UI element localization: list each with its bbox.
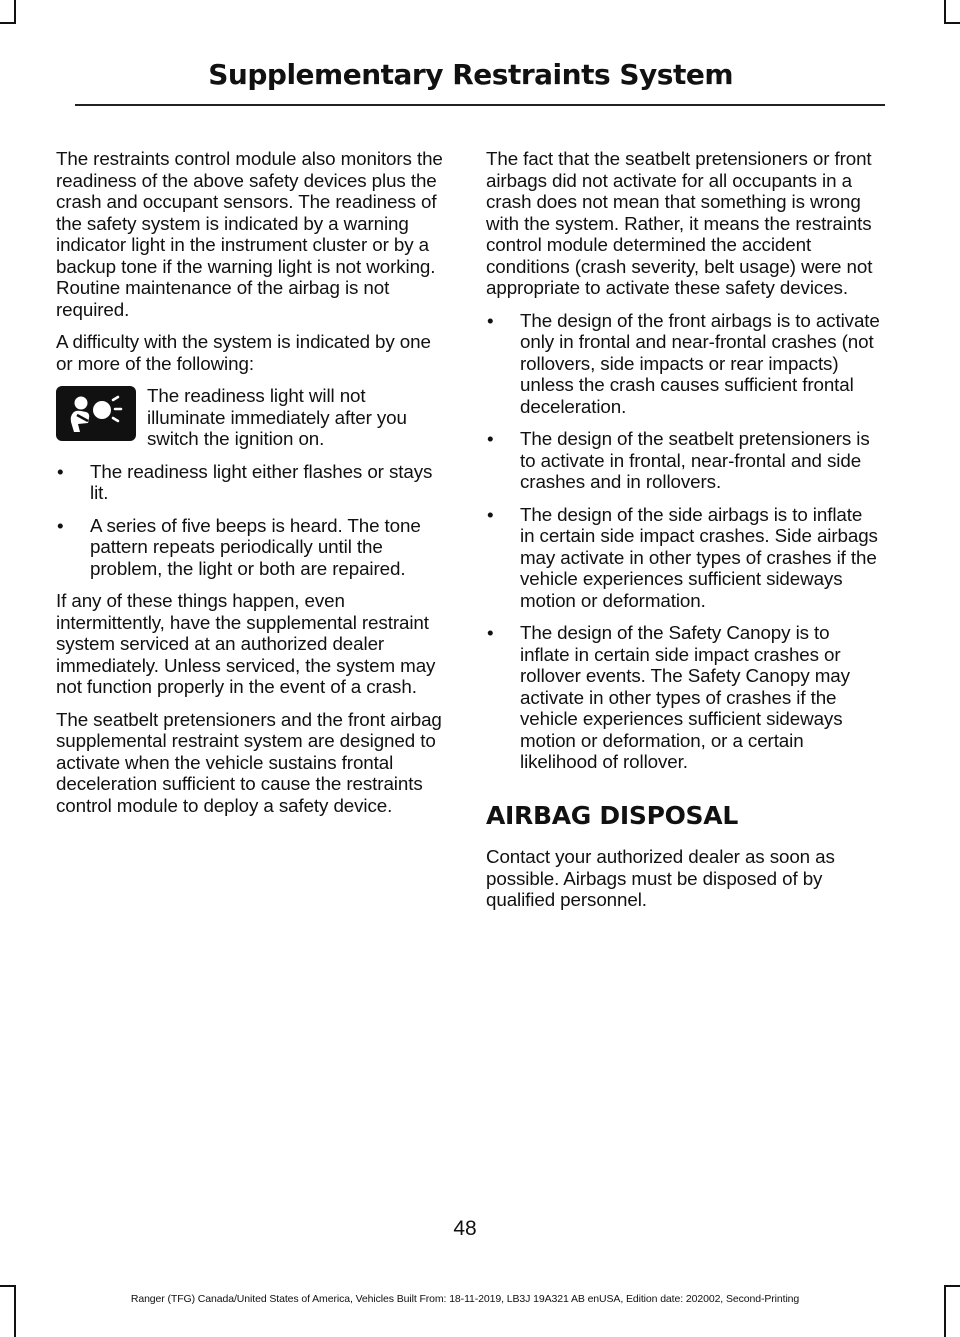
crop-mark — [14, 0, 16, 24]
warning-light-text: The readiness light will not illuminate immediately after you switch the ignition on. — [147, 385, 407, 449]
list-item: • The design of the side airbags is to inflate in certain side impact crashes. Side airbags may activate in other types of crashes if the vehicle experiences sufficient sideways motion or deformation. — [486, 504, 881, 612]
airbag-warning-icon — [56, 386, 136, 441]
paragraph: If any of these things happen, even intermittently, have the supplemental restraint system serviced at an authorized dealer immediately. Unless serviced, the system may not function properly in the event of a crash. — [56, 590, 436, 697]
right-column — [486, 148, 881, 922]
paragraph: The fact that the seatbelt pretensioners or front airbags did not activate for all occupants in a crash does not mean that something is wrong with the system. Rather, it means the restraints control module determined the accident conditions (crash severity, belt usage) were not appropriate to activate these safety devices. — [486, 148, 873, 298]
crop-mark — [944, 0, 946, 24]
footer-text: Ranger (TFG) Canada/United States of America, Vehicles Built From: 18-11-2019, LB3J 19A321 AB enUSA, Edition date: 202002, Second-Printing — [130, 1293, 800, 1305]
page-title: Supplementary Restraints System — [208, 58, 733, 91]
crop-mark — [944, 1285, 960, 1287]
list-item: • The design of the Safety Canopy is to inflate in certain side impact crashes or rollover events. The Safety Canopy may activate in other types of crashes if the vehicle experiences sufficient sideways motion or deformation, or a certain likelihood of rollover. — [486, 622, 881, 773]
crop-mark — [944, 22, 960, 24]
left-column — [56, 148, 448, 827]
paragraph: Contact your authorized dealer as soon as possible. Airbags must be disposed of by qualified personnel. — [486, 846, 835, 910]
paragraph: The restraints control module also monitors the readiness of the above safety devices plus the crash and occupant sensors. The readiness of the safety system is indicated by a warning indicator light in the instrument cluster or by a backup tone if the warning light is not working. Routine maintenance of the airbag is not required. — [56, 148, 443, 320]
list-item: • The readiness light either flashes or stays lit. — [56, 461, 448, 504]
bullet-list — [486, 310, 881, 773]
list-item: • The design of the seatbelt pretensioners is to activate in frontal, near-frontal and side crashes and in rollovers. — [486, 428, 881, 493]
crop-mark — [0, 22, 16, 24]
warning-light-note — [56, 385, 448, 450]
crop-mark — [944, 1285, 946, 1337]
section-heading: AIRBAG DISPOSAL — [486, 800, 738, 830]
crop-mark — [0, 1285, 16, 1287]
paragraph: The seatbelt pretensioners and the front airbag supplemental restraint system are designed to activate when the vehicle sustains frontal deceleration sufficient to cause the restraints control module to deploy a safety device. — [56, 708, 442, 816]
header-divider — [75, 104, 885, 106]
bullet-list — [56, 461, 448, 580]
list-item: • The design of the front airbags is to activate only in frontal and near-frontal crashes (not rollovers, side impacts or rear impacts) unless the crash causes sufficient frontal deceleration. — [486, 310, 881, 418]
list-item: • A series of five beeps is heard. The tone pattern repeats periodically until the problem, the light or both are repaired. — [56, 515, 448, 580]
paragraph: A difficulty with the system is indicated by one or more of the following: — [56, 331, 431, 374]
page-number: 48 — [453, 1217, 477, 1240]
